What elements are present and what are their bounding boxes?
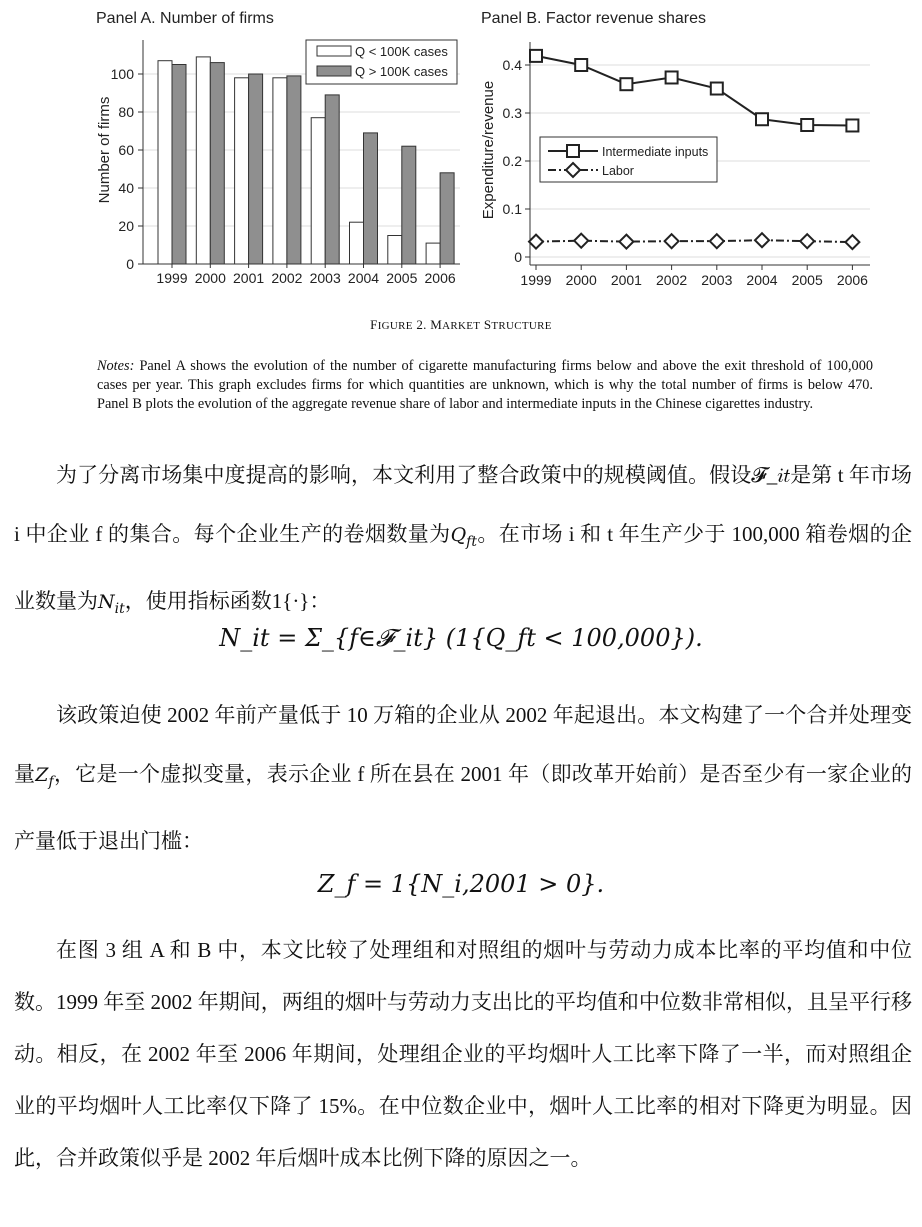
bar-2002-above	[287, 76, 301, 264]
data-point	[529, 235, 543, 249]
figure-notes: Notes: Panel A shows the evolution of the number of cigarette manufacturing firms below and above the exit threshold of 100,000 cases per year. This graph excludes firms for which quantities are unknown, which is why the total number of firms is below 470. Panel B plots the evolution of the aggregate revenue share of labor and intermediate inputs in the Chinese cigarettes industry.	[97, 358, 873, 412]
paragraph-3: 在图 3 组 A 和 B 中，本文比较了处理组和对照组的烟叶与劳动力成本比率的平均值和中位数。1999 年至 2002 年期间，两组的烟叶与劳动力支出比的平均值和中位数非常相似，且呈平行移动。相反，在 2002 年至 2006 年期间，处理组企业的平均烟叶人工比率下降了一半，而对照组企业的平均烟叶人工比率仅下降了 15%。在中位数企业中，烟叶人工比率的相对下降更为明显。因此，合并政策似乎是 2002 年后烟叶成本比例下降的原因之一。	[14, 938, 912, 1170]
bar-2006-above	[440, 173, 454, 264]
bar-2001-above	[249, 74, 263, 264]
bar-2006-below	[426, 243, 440, 264]
data-point	[801, 119, 813, 131]
data-point	[800, 234, 814, 248]
x-tick-label: 2003	[701, 272, 733, 288]
chart-title: Panel A. Number of firms	[96, 10, 274, 27]
bar-2004-below	[350, 222, 364, 264]
data-point	[575, 59, 587, 71]
data-point	[845, 235, 859, 249]
x-tick-label: 2003	[309, 270, 341, 286]
data-point	[710, 234, 724, 248]
data-point	[620, 78, 632, 90]
x-tick-label: 2006	[836, 272, 868, 288]
equation-1: N_it = Σ_{f∈𝓕_it} (1{Q_ft < 100,000}).	[219, 624, 703, 652]
bar-1999-above	[172, 65, 186, 265]
data-point	[755, 233, 769, 247]
y-tick-label: 0.3	[502, 105, 522, 121]
data-point	[619, 235, 633, 249]
legend-swatch	[317, 46, 351, 56]
bar-1999-below	[158, 61, 172, 264]
panel-a-bar-chart	[88, 0, 468, 290]
x-tick-label: 2004	[746, 272, 778, 288]
legend-label: Q < 100K cases	[355, 44, 448, 59]
legend-marker	[567, 145, 579, 157]
data-point	[666, 71, 678, 83]
panel-b-line-chart	[470, 0, 890, 290]
legend-label: Labor	[602, 164, 634, 178]
paragraph-2: 该政策迫使 2002 年前产量低于 10 万箱的企业从 2002 年起退出。本文构建了一个合并处理变量$Z_f$，它是一个虚拟变量，表示企业 f 所在县在 2001 年（即改革开始前）是否至少有一家企业的产量低于退出门槛：	[14, 703, 912, 854]
bar-2002-below	[273, 78, 287, 264]
bar-2003-above	[325, 95, 339, 264]
data-point	[665, 234, 679, 248]
x-tick-label: 1999	[520, 272, 552, 288]
y-axis-label: Expenditure/revenue	[480, 80, 497, 220]
bar-2004-above	[364, 133, 378, 264]
paragraph-1: 为了分离市场集中度提高的影响，本文利用了整合政策中的规模阈值。假设𝓕_𝑖𝑡是第 t 年市场 i 中企业 f 的集合。每个企业生产的卷烟数量为$Q_{ft}$。在市场 i 和 t 年生产少于 100,000 箱卷烟的企业数量为$N_{it}$，使用指标函数1{·}：	[14, 463, 913, 618]
y-tick-label: 0.2	[502, 153, 522, 169]
x-tick-label: 2004	[347, 270, 380, 286]
legend-label: Q > 100K cases	[355, 64, 448, 79]
y-tick-label: 0.4	[502, 57, 522, 73]
y-tick-label: 40	[118, 180, 134, 196]
y-tick-label: 0	[126, 256, 134, 272]
x-tick-label: 2002	[656, 272, 688, 288]
x-tick-label: 2005	[791, 272, 823, 288]
bar-2003-below	[311, 118, 325, 264]
x-tick-label: 2006	[424, 270, 456, 286]
y-axis-label: Number of firms	[96, 96, 113, 204]
y-tick-label: 0	[514, 249, 522, 265]
x-tick-label: 2001	[233, 270, 265, 286]
legend-label: Intermediate inputs	[602, 145, 709, 159]
bar-2000-below	[196, 57, 210, 264]
y-tick-label: 60	[118, 142, 134, 158]
legend-swatch	[317, 66, 351, 76]
data-point	[574, 234, 588, 248]
y-tick-label: 100	[110, 66, 134, 82]
y-tick-label: 0.1	[502, 201, 522, 217]
x-tick-label: 2005	[386, 270, 418, 286]
x-tick-label: 2000	[565, 272, 597, 288]
data-point	[846, 119, 858, 131]
y-tick-label: 20	[118, 218, 134, 234]
y-tick-label: 80	[118, 104, 134, 120]
x-tick-label: 2002	[271, 270, 303, 286]
x-tick-label: 2001	[610, 272, 642, 288]
equation-2: Z_f = 1{N_i,2001 > 0}.	[317, 870, 605, 898]
figure-caption: FIGURE 2. MARKET STRUCTURE	[370, 317, 552, 332]
x-tick-label: 2000	[194, 270, 226, 286]
x-tick-label: 1999	[156, 270, 188, 286]
bar-2000-above	[210, 63, 224, 264]
chart-title: Panel B. Factor revenue shares	[481, 10, 707, 27]
data-point	[756, 113, 768, 125]
bar-2005-above	[402, 146, 416, 264]
bar-2005-below	[388, 236, 402, 265]
bar-2001-below	[235, 78, 249, 264]
data-point	[530, 50, 542, 62]
data-point	[711, 83, 723, 95]
